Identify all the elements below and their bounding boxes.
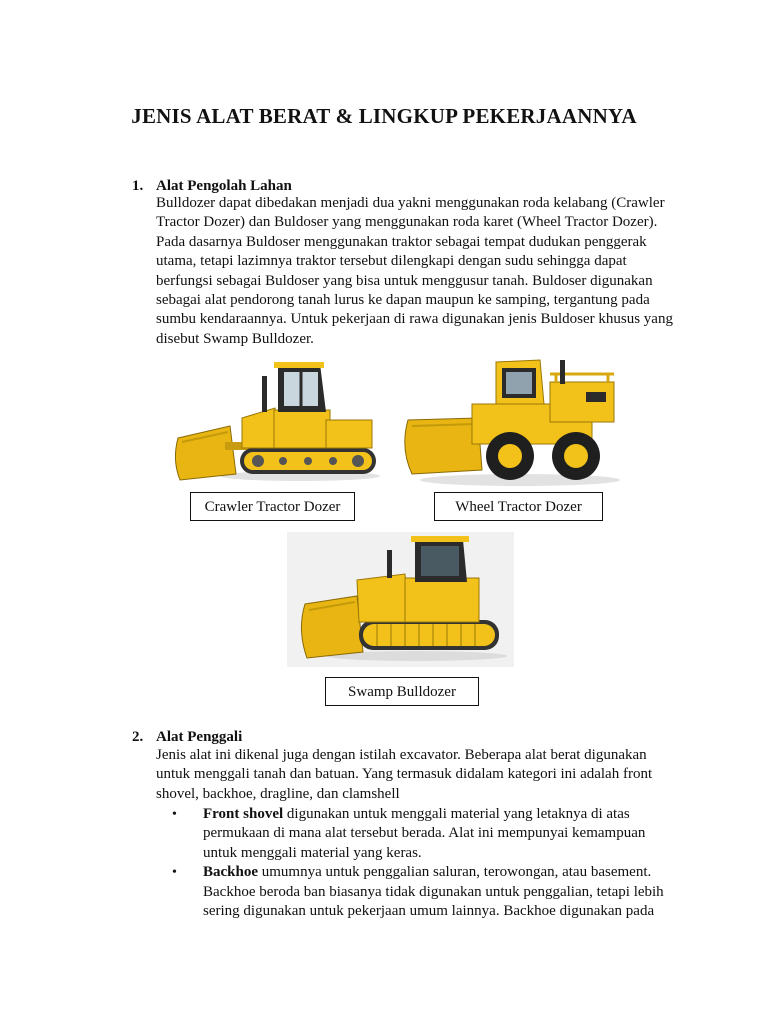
paragraph-line: utama, tetapi lazimnya traktor tersebut dilengkapi dengan sudu sehingga dapat [156,253,627,270]
swamp-bulldozer-image [287,532,514,667]
paragraph-line: Bulldozer dapat dibedakan menjadi dua yakni menggunakan roda kelabang (Crawler [156,195,665,211]
section-2-title: Alat Penggali [156,729,243,745]
bullet-text: umumnya untuk penggalian saluran, terowongan, atau basement. [258,864,652,881]
section-1-title: Alat Pengolah Lahan [156,178,292,194]
paragraph-line: Tractor Dozer) dan Buldoser yang menggunakan roda karet (Wheel Tractor Dozer). [156,214,658,231]
bullet-term: Front shovel [203,806,284,822]
paragraph-line: Pada dasarnya Buldoser menggunakan traktor sebagai tempat dudukan penggerak [156,233,647,250]
crawler-dozer-image [170,356,385,486]
bullet-text: permukaan di mana alat tersebut berada. Alat ini mempunyai kemampuan [203,825,646,842]
section-2-heading [132,727,243,747]
bullet-dot-icon: • [172,807,177,822]
section-1-paragraph [156,194,673,349]
paragraph-line: untuk menggali tanah dan batuan. Yang termasuk didalam kategori ini adalah front [156,766,653,783]
page-title: JENIS ALAT BERAT & LINGKUP PEKERJAANNYA [131,104,637,128]
bullet-term: Backhoe [203,864,259,881]
paragraph-line: berfungsi sebagai Buldoser yang bisa untuk menggusur tanah. Buldoser digunakan [156,272,653,289]
bullet-text: Backhoe beroda ban biasanya tidak digunakan untuk penggalian, tetapi lebih [203,883,664,900]
list-item [172,805,664,863]
caption-wheel-tractor-dozer: Wheel Tractor Dozer [434,492,603,521]
excavator-bullet-list [172,805,664,921]
list-item [172,863,664,921]
section-2-number: 2. [132,729,144,745]
paragraph-line: sumbu kendaraannya. Untuk pekerjaan di rawa digunakan jenis Buldoser khusus yang [156,311,673,328]
bullet-text: untuk menggali material yang keras. [203,844,422,861]
wheel-dozer-image [400,352,622,490]
section-2-paragraph [156,746,652,804]
section-1-number: 1. [132,178,144,194]
caption-swamp-bulldozer: Swamp Bulldozer [325,677,479,706]
bullet-dot-icon: • [172,865,177,881]
section-1-heading [132,176,292,196]
paragraph-line: Jenis alat ini dikenal juga dengan istilah excavator. Beberapa alat berat digunakan [156,747,647,763]
caption-crawler-tractor-dozer: Crawler Tractor Dozer [190,492,355,521]
bullet-text: digunakan untuk menggali material yang letaknya di atas [283,806,630,822]
bullet-text: sering digunakan untuk pekerjaan umum lainnya. Backhoe digunakan pada [203,903,655,920]
paragraph-line: sebagai alat pendorong tanah lurus ke dapan maupun ke samping, tergantung pada [156,292,650,309]
paragraph-line: shovel, backhoe, dragline, dan clamshell [156,785,400,802]
paragraph-line: disebut Swamp Bulldozer. [156,330,314,347]
